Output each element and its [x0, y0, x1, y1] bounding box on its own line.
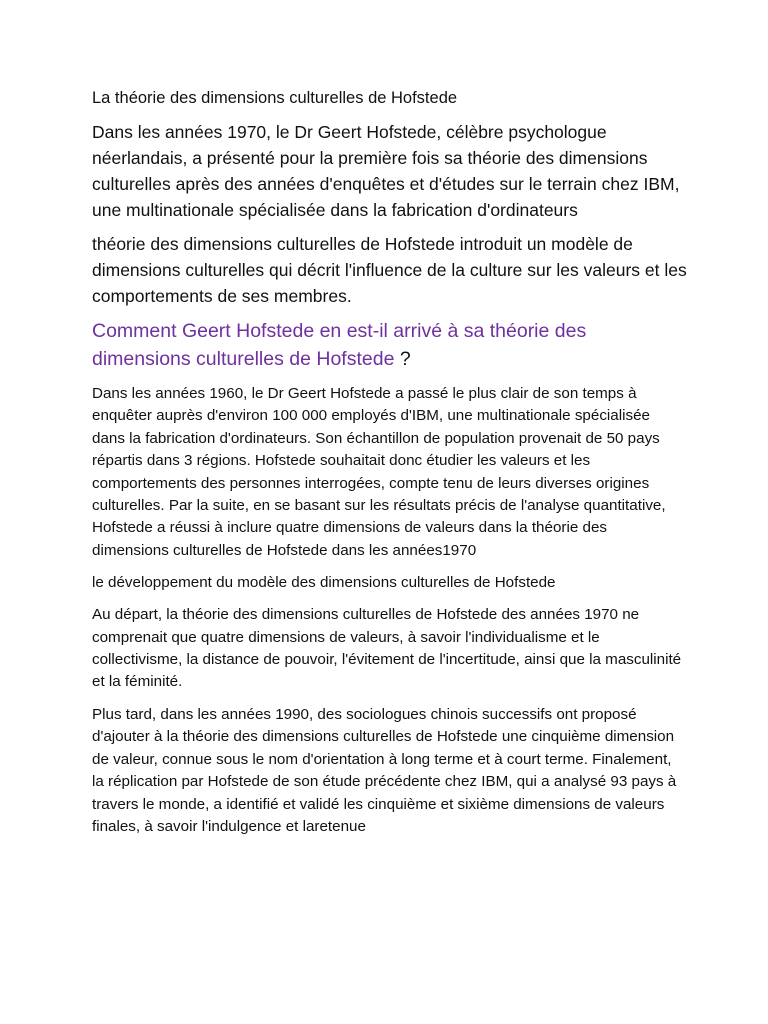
history-paragraph: Dans les années 1960, le Dr Geert Hofstede a passé le plus clair de son temps à enquêter auprès d'environ 100 000 employés d'IBM, une multinationale spécialisée dans la fabrication d'ordinateurs. Son échantillon de population provenait de 50 pays répartis dans 3 régions. Hofstede souhaitait donc étudier les valeurs et les comportements des personnes interrogées, compte tenu de leurs diverses origines culturelles. Par la suite, en se basant sur les résultats précis de l'analyse quantitative, Hofstede a réussi à inclure quatre dimensions de valeurs dans la théorie des dimensions culturelles de Hofstede dans les années1970	[92, 385, 666, 559]
section-heading	[92, 317, 687, 373]
original-dimensions-paragraph: Au départ, la théorie des dimensions culturelles de Hofstede des années 1970 ne comprenait que quatre dimensions de valeurs, à savoir l'individualisme et le collectivisme, la distance de pouvoir, l'évitement de l'incertitude, ainsi que la masculinité et la féminité.	[92, 606, 682, 691]
document-title: La théorie des dimensions culturelles de Hofstede	[92, 89, 458, 107]
document-page	[92, 86, 687, 848]
intro-paragraph: Dans les années 1970, le Dr Geert Hofstede, célèbre psychologue néerlandais, a présenté pour la première fois sa théorie des dimensions culturelles après des années d'enquêtes et d'études sur le terrain chez IBM, une multinationale spécialisée dans la fabrication d'ordinateurs	[92, 122, 680, 220]
section-heading-question-mark: ?	[394, 348, 411, 370]
theory-paragraph: théorie des dimensions culturelles de Hofstede introduit un modèle de dimensions culturelles qui décrit l'influence de la culture sur les valeurs et les comportements de ses membres.	[92, 234, 687, 306]
later-dimensions-paragraph: Plus tard, dans les années 1990, des sociologues chinois successifs ont proposé d'ajouter à la théorie des dimensions culturelles de Hofstede une cinquième dimension de valeur, connue sous le nom d'orientation à long terme et à court terme. Finalement, la réplication par Hofstede de son étude précédente chez IBM, qui a analysé 93 pays à travers le monde, a identifié et validé les cinquième et sixième dimensions de valeurs finales, à savoir l'indulgence et laretenue	[92, 705, 677, 835]
section-heading-text: Comment Geert Hofstede en est-il arrivé à sa théorie des dimensions culturelles de Hofstede	[92, 320, 587, 370]
development-line: le développement du modèle des dimensions culturelles de Hofstede	[92, 574, 556, 592]
